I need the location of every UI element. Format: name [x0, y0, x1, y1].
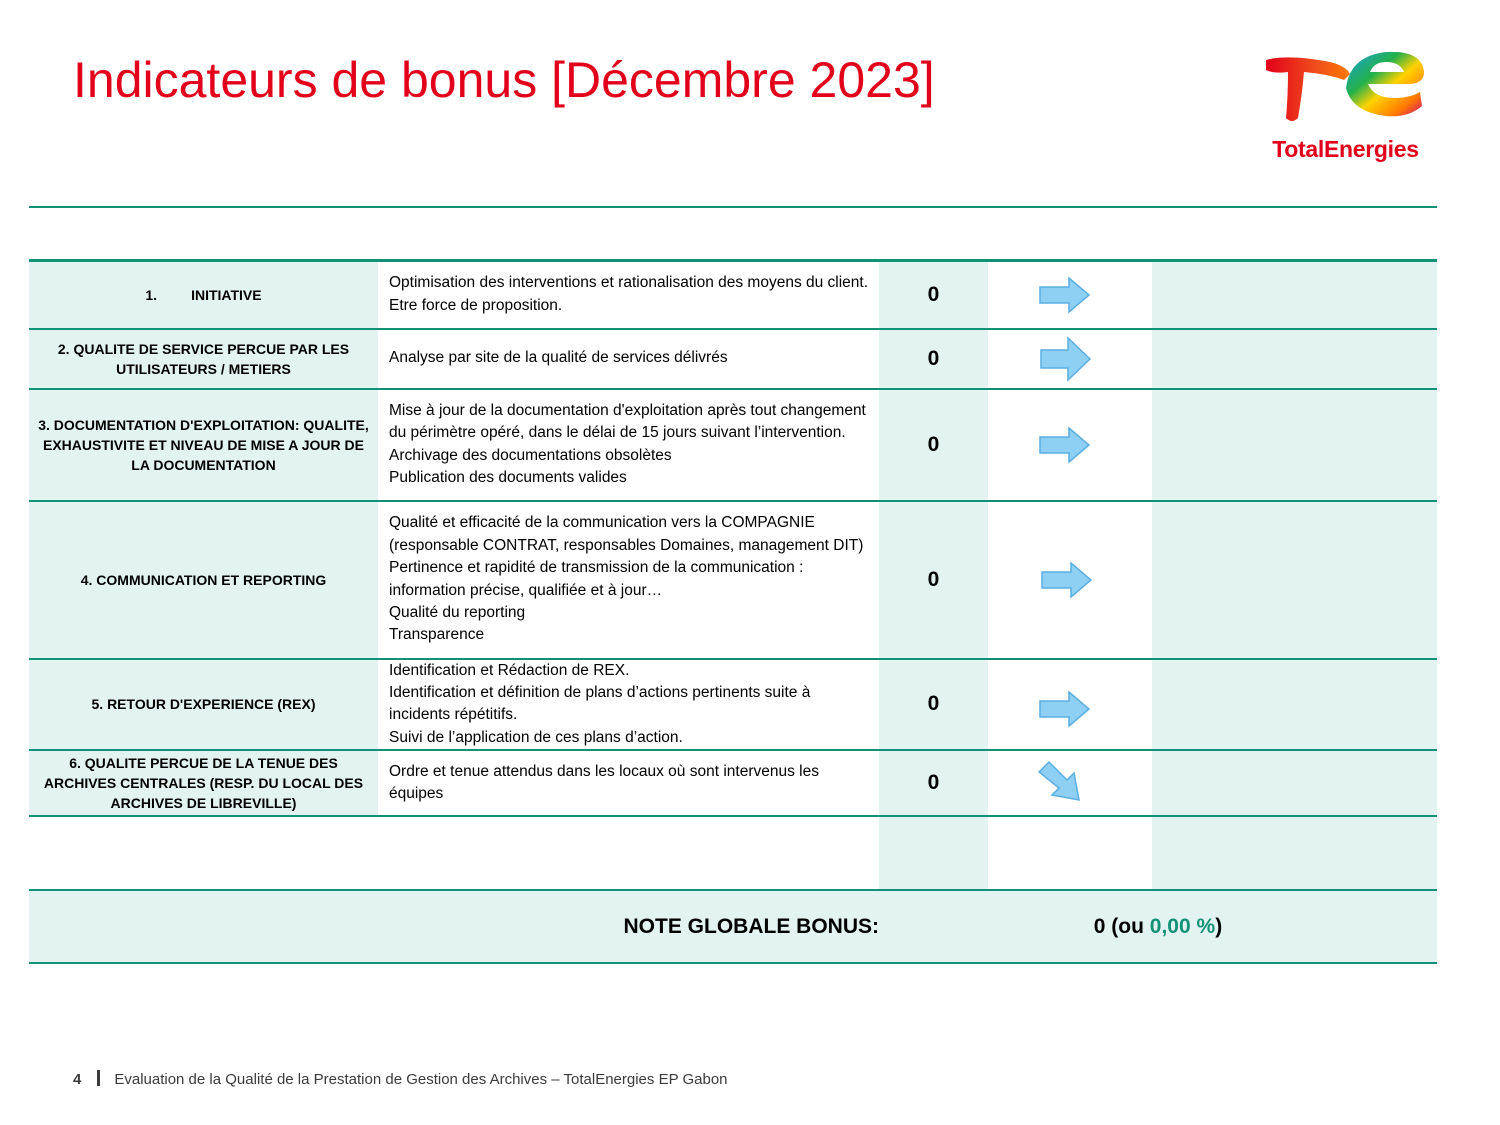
criterion-cell: 6. QUALITE PERCUE DE LA TENUE DES ARCHIVES CENTRALES (RESP. DU LOCAL DES ARCHIVES DE LIBREVILLE)	[29, 750, 378, 816]
criterion-cell: 3. DOCUMENTATION D'EXPLOITATION: QUALITE, EXHAUSTIVITE ET NIVEAU DE MISE A JOUR DE LA DOCUMENTATION	[29, 389, 378, 501]
empty-cell	[879, 816, 988, 890]
description-cell	[378, 389, 879, 501]
description-line: Archivage des documentations obsolètes	[389, 446, 672, 464]
criterion-cell: 5. RETOUR D'EXPERIENCE (REX)	[29, 659, 378, 751]
score-cell: 0	[879, 750, 988, 816]
description-line: Publication des documents valides	[389, 468, 627, 486]
comment-cell	[1152, 389, 1437, 501]
score-cell: 0	[879, 261, 988, 329]
total-score: 0 (ou	[1093, 914, 1150, 938]
totalenergies-logo-icon	[1258, 40, 1433, 132]
table-row	[29, 261, 1437, 329]
total-value	[879, 890, 1437, 963]
description-line: Transparence	[389, 626, 485, 644]
comment-cell	[1152, 261, 1437, 329]
score-cell: 0	[879, 329, 988, 389]
trend-cell	[988, 750, 1152, 816]
comment-cell	[1152, 329, 1437, 389]
criterion-label: INITIATIVE	[191, 286, 262, 303]
footer-separator	[97, 1070, 100, 1086]
arrow-right-icon	[1038, 335, 1094, 383]
comment-cell	[1152, 659, 1437, 751]
table-row-empty	[29, 816, 1437, 890]
arrow-right-icon	[1037, 275, 1093, 315]
table-row	[29, 329, 1437, 389]
brand-logo	[1258, 40, 1433, 165]
table-row	[29, 659, 1437, 751]
score-cell: 0	[879, 659, 988, 751]
trend-cell	[988, 501, 1152, 659]
criterion-number: 1.	[145, 286, 158, 303]
description-line: Qualité et efficacité de la communication vers la COMPAGNIE (responsable CONTRAT, responsables Domaines, management DIT)	[389, 514, 864, 554]
description-line: Ordre et tenue attendus dans les locaux où sont intervenus les équipes	[389, 762, 819, 803]
total-suffix: )	[1215, 914, 1223, 938]
criterion-cell: 4. COMMUNICATION ET REPORTING	[29, 501, 378, 659]
empty-cell	[988, 816, 1152, 890]
empty-cell	[378, 816, 879, 890]
footer-text: Evaluation de la Qualité de la Prestation de Gestion des Archives – TotalEnergies EP Gabon	[114, 1071, 728, 1088]
total-percent: 0,00 %	[1149, 914, 1216, 938]
description-line: Analyse par site de la qualité de services délivrés	[389, 349, 728, 367]
criterion-cell	[29, 261, 378, 329]
comment-cell	[1152, 750, 1437, 816]
page-title: Indicateurs de bonus [Décembre 2023]	[73, 52, 935, 108]
arrow-right-icon	[1039, 560, 1095, 600]
bonus-indicators-table	[29, 259, 1437, 964]
total-row	[29, 890, 1437, 963]
header-divider	[29, 206, 1437, 208]
arrow-right-icon	[1037, 425, 1093, 465]
brand-name: TotalEnergies	[1272, 136, 1419, 162]
description-cell	[378, 261, 879, 329]
trend-cell	[988, 659, 1152, 751]
description-line: Etre force de proposition.	[389, 296, 563, 314]
empty-cell	[29, 816, 378, 890]
arrow-down-right-icon	[1035, 758, 1091, 808]
page-footer	[73, 1070, 728, 1088]
description-line: Optimisation des interventions et rationalisation des moyens du client.	[389, 274, 869, 292]
criterion-cell: 2. QUALITE DE SERVICE PERCUE PAR LES UTILISATEURS / METIERS	[29, 329, 378, 389]
trend-cell	[988, 329, 1152, 389]
comment-cell	[1152, 501, 1437, 659]
total-label: NOTE GLOBALE BONUS:	[29, 890, 879, 963]
page-number: 4	[73, 1071, 82, 1088]
trend-cell	[988, 389, 1152, 501]
description-line: Suivi de l’application de ces plans d’action.	[389, 728, 683, 746]
description-line: Identification et Rédaction de REX.	[389, 661, 630, 679]
arrow-right-icon	[1037, 689, 1093, 729]
trend-cell	[988, 261, 1152, 329]
description-line: Qualité du reporting	[389, 603, 526, 621]
table-row	[29, 389, 1437, 501]
description-line: Identification et définition de plans d’actions pertinents suite à incidents répétitifs.	[389, 683, 811, 724]
description-line: Pertinence et rapidité de transmission de la communication : information précise, qualifiée et à jour…	[389, 559, 804, 599]
score-cell: 0	[879, 501, 988, 659]
description-cell	[378, 750, 879, 816]
table-row	[29, 501, 1437, 659]
description-cell	[378, 501, 879, 659]
description-line: Mise à jour de la documentation d'exploitation après tout changement du périmètre opéré, dans le délai de 15 jours suivant l’intervention.	[389, 401, 866, 442]
description-cell	[378, 659, 879, 751]
empty-cell	[1152, 816, 1437, 890]
description-cell	[378, 329, 879, 389]
score-cell: 0	[879, 389, 988, 501]
table-row	[29, 750, 1437, 816]
